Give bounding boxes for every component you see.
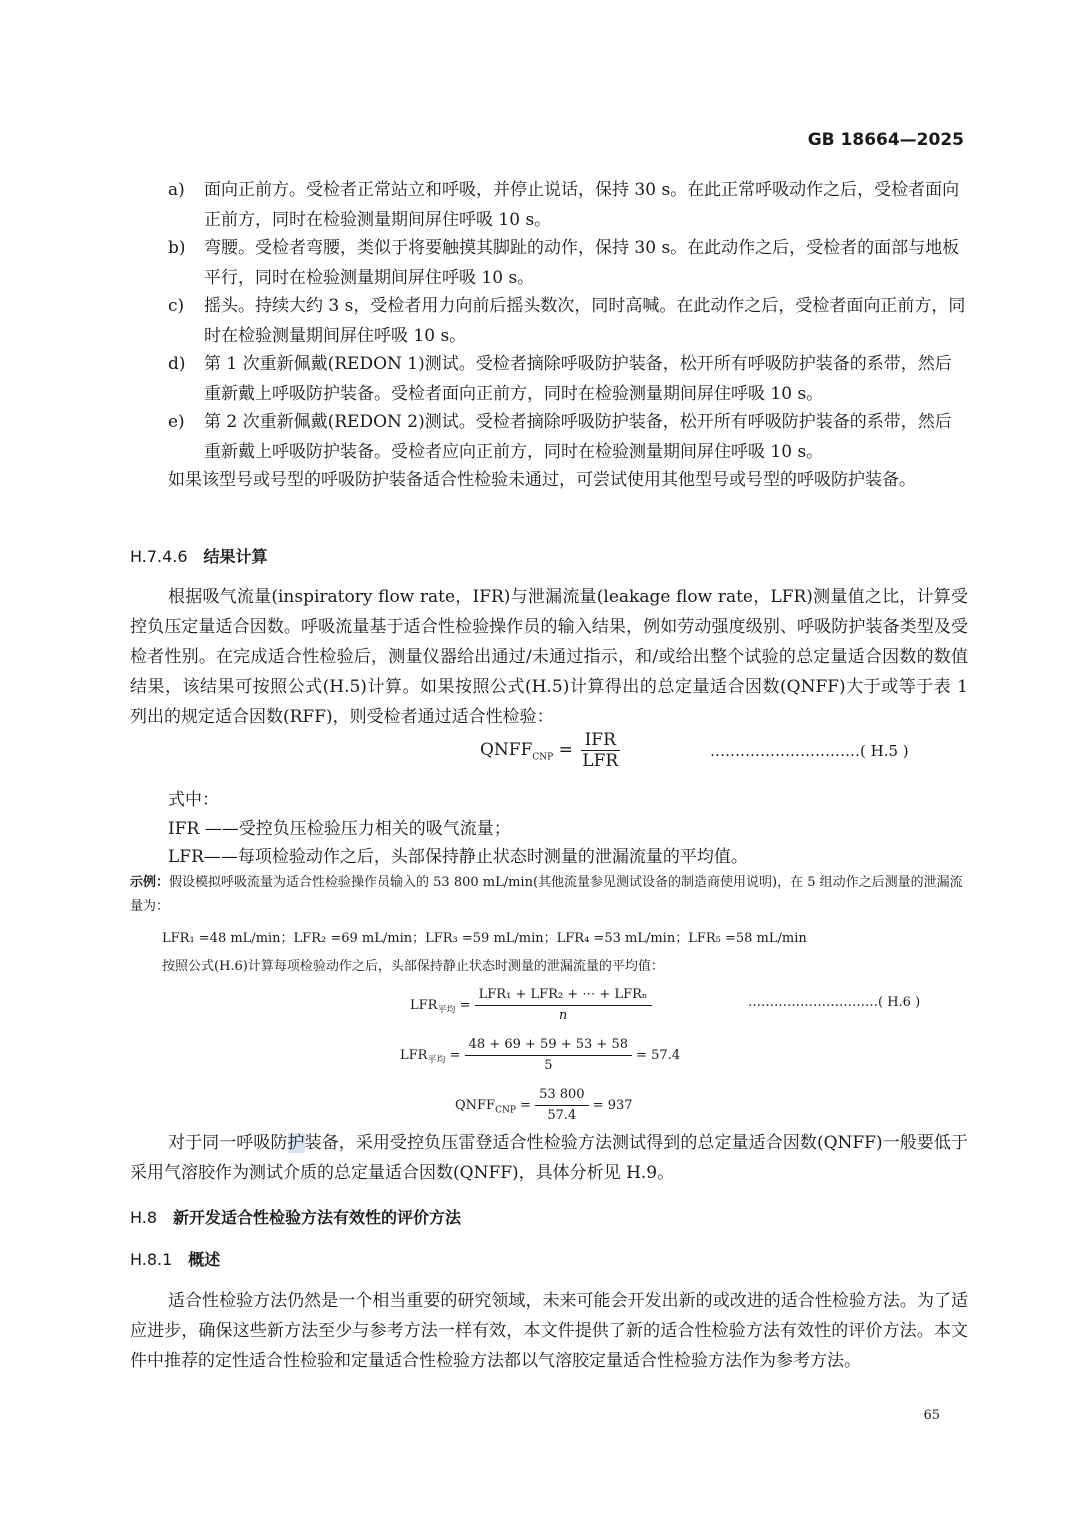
example-label: 示例：: [130, 875, 170, 890]
heading-title: 概述: [188, 1250, 221, 1269]
list-marker: d): [168, 354, 186, 374]
eq-result: = 57.4: [636, 1048, 681, 1063]
heading-h8: [130, 1205, 461, 1228]
eq-sign: =: [520, 1098, 531, 1113]
where-lfr: LFR——每项检验动作之后，头部保持静止状态时测量的泄漏流量的平均值。: [168, 847, 748, 867]
eq-sign: =: [459, 998, 471, 1013]
eq-denominator: 57.4: [547, 1108, 577, 1123]
eq-fraction: [535, 1085, 589, 1126]
eq-fraction: [475, 985, 652, 1026]
eq-lhs-sub: CNP: [532, 752, 554, 763]
eq-lhs-sub: 平均: [427, 1055, 446, 1066]
equation-number: ( H.6 ): [878, 995, 921, 1010]
page-number: 65: [923, 1408, 940, 1423]
example-values: LFR₁ =48 mL/min；LFR₂ =69 mL/min；LFR₃ =59 mL/min；LFR₄ =53 mL/min；LFR₅ =58 mL/min: [162, 931, 807, 946]
eq-denominator: 5: [544, 1058, 553, 1073]
eq-sign: =: [558, 740, 573, 760]
equation-h6: [410, 985, 652, 1026]
compare-text-start: 对于同一呼吸防: [168, 1133, 288, 1153]
heading-number: H.8: [130, 1208, 158, 1227]
paragraph-overview: 适合性检验方法仍然是一个相当重要的研究领域，未来可能会开发出新的或改进的适合性检验方法。为了适应进步，确保这些新方法至少与参考方法一样有效，本文件提供了新的适合性检验方法有效性的评价方法。本文件中推荐的定性适合性检验和定量适合性检验方法都以气溶胶定量适合性检验方法作为参考方法。: [130, 1291, 968, 1371]
list-text: 第 1 次重新佩戴(REDON 1)测试。受检者摘除呼吸防护装备，松开所有呼吸防护装备的系带，然后重新戴上呼吸防护装备。受检者面向正前方，同时在检验测量期间屏住呼吸 10 s。: [204, 354, 952, 404]
eq-sign: =: [449, 1048, 461, 1063]
list-marker: b): [168, 238, 186, 258]
paragraph-fail: 如果该型号或号型的呼吸防护装备适合性检验未通过，可尝试使用其他型号或号型的呼吸防护装备。: [168, 470, 916, 490]
list-marker: c): [168, 296, 185, 316]
eq-lhs: QNFF: [455, 1098, 496, 1113]
equation-number: ( H.5 ): [860, 742, 909, 760]
heading-h746: [130, 544, 268, 567]
eq-lhs: LFR: [410, 998, 438, 1013]
list-text: 面向正前方。受检者正常站立和呼吸，并停止说话，保持 30 s。在此正常呼吸动作之后，受检者面向正前方，同时在检验测量期间屏住呼吸 10 s。: [204, 180, 960, 230]
where-ifr: IFR ——受控负压检验压力相关的吸气流量；: [168, 819, 511, 839]
eq-lhs-sub: CNP: [495, 1105, 516, 1116]
text-selection-highlight[interactable]: 护: [287, 1133, 305, 1153]
eq-lhs: QNFF: [480, 740, 533, 760]
eq-numerator: 48 + 69 + 59 + 53 + 58: [465, 1035, 632, 1056]
equation-h5: [480, 730, 622, 771]
compare-text-end: 装备，采用受控负压雷登适合性检验方法测试得到的总定量适合因数(QNFF)一般要低于采用气溶胶作为测试介质的总定量适合因数(QNFF)，具体分析见 H.9。: [130, 1133, 968, 1183]
list-item-c: [168, 291, 968, 351]
leader-dots: …………………………: [748, 995, 878, 1010]
eq-denominator: LFR: [582, 751, 619, 771]
list-text: 弯腰。受检者弯腰，类似于将要触摸其脚趾的动作，保持 30 s。在此动作之后，受检者的面部与地板平行，同时在检验测量期间屏住呼吸 10 s。: [204, 238, 960, 288]
list-marker: e): [168, 412, 185, 432]
eq-fraction: [465, 1035, 632, 1076]
equation-qnff: [455, 1085, 633, 1126]
eq-result: = 937: [592, 1098, 633, 1113]
eq-lhs-sub: 平均: [437, 1005, 456, 1016]
equation-h5-label: [710, 742, 909, 760]
equation-average: [400, 1035, 680, 1076]
example-text: 假设模拟呼吸流量为适合性检验操作员输入的 53 800 mL/min(其他流量参见测试设备的制造商使用说明)，在 5 组动作之后测量的泄漏流量为：: [130, 875, 963, 914]
heading-number: H.7.4.6: [130, 547, 188, 566]
heading-title: 新开发适合性检验方法有效性的评价方法: [173, 1208, 462, 1227]
list-item-a: [168, 175, 968, 235]
paragraph-calculation: 根据吸气流量(inspiratory flow rate，IFR)与泄漏流量(leakage flow rate，LFR)测量值之比，计算受控负压定量适合因数。呼吸流量基于适合性检验操作员的输入结果，例如劳动强度级别、呼吸防护装备类型及受检者性别。在完成适合性检验后，测量仪器给出通过/未通过指示，和/或给出整个试验的总定量适合因数的数值结果，该结果可按照公式(H.5)计算。如果按照公式(H.5)计算得出的总定量适合因数(QNFF)大于或等于表 1 列出的规定适合因数(RFF)，则受检者通过适合性检验：: [130, 587, 968, 727]
standard-id: GB 18664—2025: [807, 130, 964, 150]
list-text: 摇头。持续大约 3 s，受检者用力向前后摇头数次，同时高喊。在此动作之后，受检者面向正前方，同时在检验测量期间屏住呼吸 10 s。: [204, 296, 966, 346]
list-marker: a): [168, 180, 185, 200]
eq-fraction: [578, 730, 622, 771]
heading-title: 结果计算: [203, 547, 268, 566]
example-block: [130, 871, 968, 919]
heading-h81: [130, 1247, 220, 1270]
list-text: 第 2 次重新佩戴(REDON 2)测试。受检者摘除呼吸防护装备，松开所有呼吸防护装备的系带，然后重新戴上呼吸防护装备。受检者应向正前方，同时在检验测量期间屏住呼吸 10 s。: [204, 412, 952, 462]
list-item-e: [168, 407, 968, 467]
eq-numerator: IFR: [581, 730, 620, 751]
equation-h6-label: [748, 995, 920, 1010]
eq-numerator: 53 800: [535, 1085, 589, 1106]
eq-denominator: n: [558, 1008, 568, 1023]
list-item-b: [168, 233, 968, 293]
eq-lhs: LFR: [400, 1048, 428, 1063]
heading-number: H.8.1: [130, 1250, 173, 1269]
eq-numerator: LFR₁ + LFR₂ + ⋯ + LFRₙ: [475, 985, 652, 1006]
where-intro: 式中：: [168, 790, 219, 810]
paragraph-compare: [130, 1128, 968, 1188]
example-text2: 按照公式(H.6)计算每项检验动作之后，头部保持静止状态时测量的泄漏流量的平均值：: [162, 959, 664, 974]
leader-dots: …………………………: [710, 742, 860, 760]
list-item-d: [168, 349, 968, 409]
